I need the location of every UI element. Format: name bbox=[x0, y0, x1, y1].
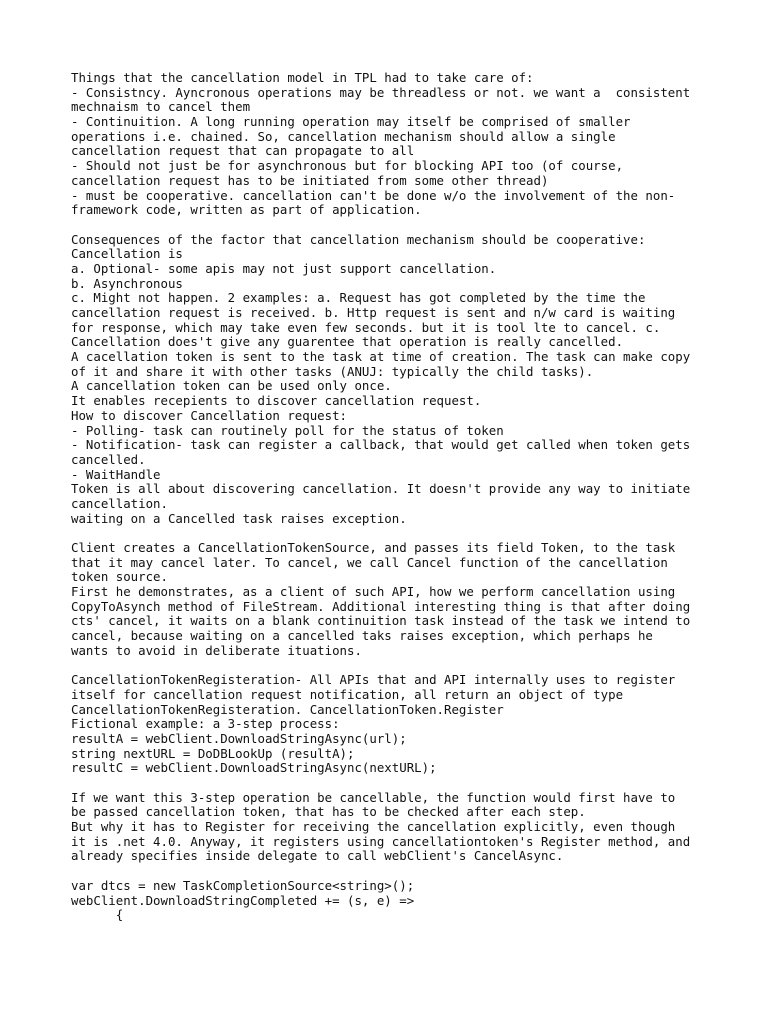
document-body bbox=[71, 71, 711, 923]
text-line: - Continuition. A long running operation may itself be comprised of smaller bbox=[71, 114, 631, 130]
text-line: already specifies inside delegate to call webClient's CancelAsync. bbox=[71, 848, 564, 864]
text-line: - must be cooperative. cancellation can't be done w/o the involvement of the non- bbox=[71, 187, 676, 203]
text-line: framework code, written as part of application. bbox=[71, 202, 422, 218]
text-line: - Polling- task can routinely poll for the status of token bbox=[71, 422, 504, 438]
text-line: - Notification- task can register a callback, that would get called when token gets bbox=[71, 437, 691, 453]
text-line: A cancellation token can be used only once. bbox=[71, 378, 392, 394]
text-line: CopyToAsynch method of FileStream. Additional interesting thing is that after doing bbox=[71, 598, 691, 614]
text-line: It enables recepients to discover cancellation request. bbox=[71, 393, 482, 409]
text-line: Things that the cancellation model in TPL had to take care of: bbox=[71, 70, 534, 85]
text-line: wants to avoid in deliberate ituations. bbox=[71, 642, 362, 658]
text-line: c. Might not happen. 2 examples: a. Request has got completed by the time the bbox=[71, 290, 646, 306]
text-line bbox=[71, 659, 711, 674]
text-line: - Consistncy. Ayncronous operations may be threadless or not. we want a consistent bbox=[71, 84, 691, 100]
text-line bbox=[71, 776, 711, 791]
text-line: cancel, because waiting on a cancelled taks raises exception, which perhaps he bbox=[71, 628, 653, 644]
text-line: it is .net 4.0. Anyway, it registers using cancellationtoken's Register method, and bbox=[71, 833, 691, 849]
text-line: First he demonstrates, as a client of such API, how we perform cancellation using bbox=[71, 584, 676, 600]
text-line: resultA = webClient.DownloadStringAsync(url); bbox=[71, 730, 407, 746]
text-line: resultC = webClient.DownloadStringAsync(nextURL); bbox=[71, 760, 437, 776]
text-line: string nextURL = DoDBLookUp (resultA); bbox=[71, 745, 355, 761]
text-line: CancellationTokenRegisteration- All APIs that and API internally uses to register bbox=[71, 672, 676, 688]
text-line: a. Optional- some apis may not just support cancellation. bbox=[71, 260, 497, 276]
text-line: Cancellation is bbox=[71, 246, 183, 262]
text-line: CancellationTokenRegisteration. CancellationToken.Register bbox=[71, 701, 504, 717]
text-line: cancellation request that can propagate to all bbox=[71, 143, 415, 159]
text-line: mechnaism to cancel them bbox=[71, 99, 251, 115]
text-line bbox=[71, 526, 711, 541]
text-line: cancellation request has to be initiated from some other thread) bbox=[71, 172, 549, 188]
text-line: that it may cancel later. To cancel, we call Cancel function of the cancellation bbox=[71, 554, 668, 570]
text-line: itself for cancellation request notification, all return an object of type bbox=[71, 686, 624, 702]
text-line: Token is all about discovering cancellation. It doesn't provide any way to initiate bbox=[71, 481, 691, 497]
text-line: cancelled. bbox=[71, 451, 146, 467]
text-line: A cacellation token is sent to the task at time of creation. The task can make copy bbox=[71, 349, 691, 365]
text-line: for response, which may take even few seconds. but it is tool lte to cancel. c. bbox=[71, 319, 661, 335]
text-line: waiting on a Cancelled task raises exception. bbox=[71, 510, 407, 526]
text-line: token source. bbox=[71, 569, 168, 585]
text-line: - WaitHandle bbox=[71, 466, 161, 482]
text-line: cancellation request is received. b. Http request is sent and n/w card is waiting bbox=[71, 305, 676, 320]
text-line: Client creates a CancellationTokenSource, and passes its field Token, to the task bbox=[71, 540, 676, 555]
text-line bbox=[71, 864, 711, 879]
text-line: But why it has to Register for receiving the cancellation explicitly, even though bbox=[71, 819, 676, 835]
text-line bbox=[71, 218, 711, 233]
text-line: of it and share it with other tasks (ANUJ: typically the child tasks). bbox=[71, 363, 594, 379]
text-line: How to discover Cancellation request: bbox=[71, 407, 348, 423]
text-line: be passed cancellation token, that has to be checked after each step. bbox=[71, 804, 586, 820]
text-line: { bbox=[71, 907, 124, 923]
text-line: var dtcs = new TaskCompletionSource<string>(); bbox=[71, 877, 415, 893]
text-line: Fictional example: a 3-step process: bbox=[71, 716, 340, 732]
text-line: - Should not just be for asynchronous but for blocking API too (of course, bbox=[71, 158, 624, 174]
text-line: cts' cancel, it waits on a blank continuition task instead of the task we intend to bbox=[71, 613, 691, 629]
text-line: Cancellation does't give any guarentee that operation is really cancelled. bbox=[71, 334, 624, 350]
text-line: If we want this 3-step operation be cancellable, the function would first have to bbox=[71, 789, 676, 805]
text-line: cancellation. bbox=[71, 495, 168, 511]
text-line: b. Asynchronous bbox=[71, 275, 183, 291]
text-line: webClient.DownloadStringCompleted += (s, e) => bbox=[71, 892, 415, 908]
text-line: operations i.e. chained. So, cancellation mechanism should allow a single bbox=[71, 128, 616, 144]
text-line: Consequences of the factor that cancellation mechanism should be cooperative: bbox=[71, 231, 646, 247]
